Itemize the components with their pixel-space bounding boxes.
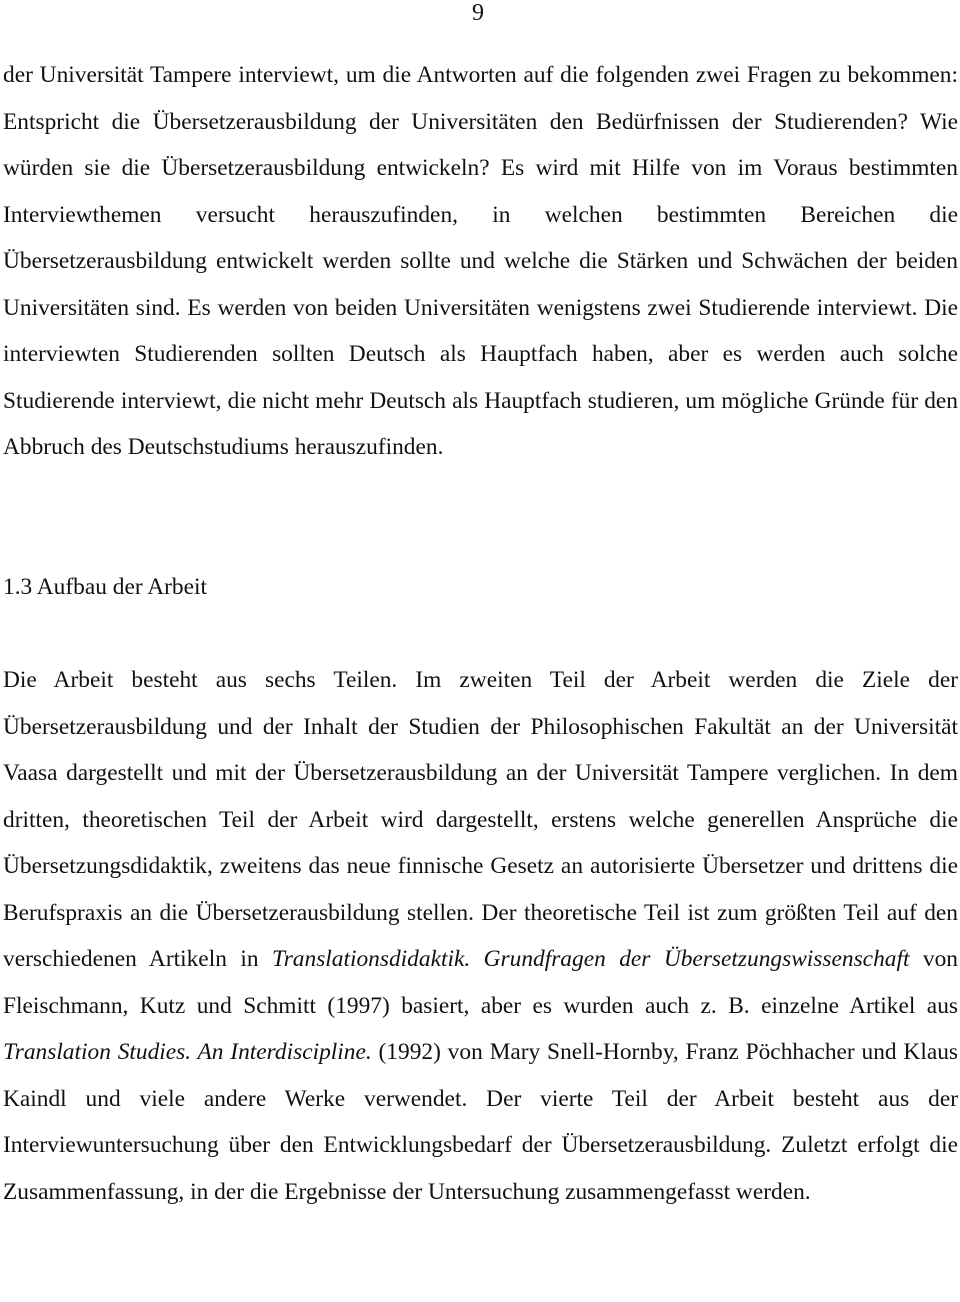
paragraph-text: (1992) von Mary Snell-Hornby, Franz Pöchhacher und Klaus Kaindl und viele andere Werke verwendet. Der vierte Teil der Arbeit besteht aus der Interviewuntersuchung über den Entwicklungsbedarf der Übersetzerausbildung. Zuletzt erfolgt die Zusammenfassung, in der die Ergebnisse der Untersuchung zusammengefasst werden. [3,1039,958,1205]
body-paragraph [3,657,958,1215]
body-paragraph: der Universität Tampere interviewt, um die Antworten auf die folgenden zwei Fragen zu bekommen: Entspricht die Übersetzerausbildung der Universitäten den Bedürfnissen der Studierenden? Wie würden sie die Übersetzerausbildung entwickeln? Es wird mit Hilfe von im Voraus bestimmten Interviewthemen versucht herauszufinden, in welchen bestimmten Bereichen die Übersetzerausbildung entwickelt werden sollte und welche die Stärken und Schwächen der beiden Universitäten sind. Es werden von beiden Universitäten wenigstens zwei Studierende interviewt. Die interviewten Studierenden sollten Deutsch als Hauptfach haben, aber es werden auch solche Studierende interviewt, die nicht mehr Deutsch als Hauptfach studieren, um mögliche Gründe für den Abbruch des Deutschstudiums herauszufinden. [3,62,958,460]
book-title: Translationsdidaktik. Grundfragen der Übersetzungswissenschaft [271,946,910,972]
paragraph-text: Die Arbeit besteht aus sechs Teilen. Im zweiten Teil der Arbeit werden die Ziele der Übersetzerausbildung und der Inhalt der Studien der Philosophischen Fakultät an der Universität Vaasa dargestellt und mit der Übersetzerausbildung an der Universität Tampere verglichen. In dem dritten, theoretischen Teil der Arbeit wird dargestellt, erstens welche generellen Ansprüche die Übersetzungsdidaktik, zweitens das neue finnische Gesetz an autorisierte Übersetzer und drittens die Berufspraxis an die Übersetzerausbildung stellen. Der theoretische Teil ist zum größten Teil auf den verschiedenen Artikeln in [3,667,958,972]
paragraph-text: von Fleischmann, Kutz und Schmitt (1997) basiert, aber es wurden auch z. B. einzelne Artikel aus [3,946,958,1019]
book-title: Translation Studies. An Interdiscipline. [3,1039,372,1065]
page-number: 9 [472,0,484,26]
section-heading: 1.3 Aufbau der Arbeit [3,574,207,600]
